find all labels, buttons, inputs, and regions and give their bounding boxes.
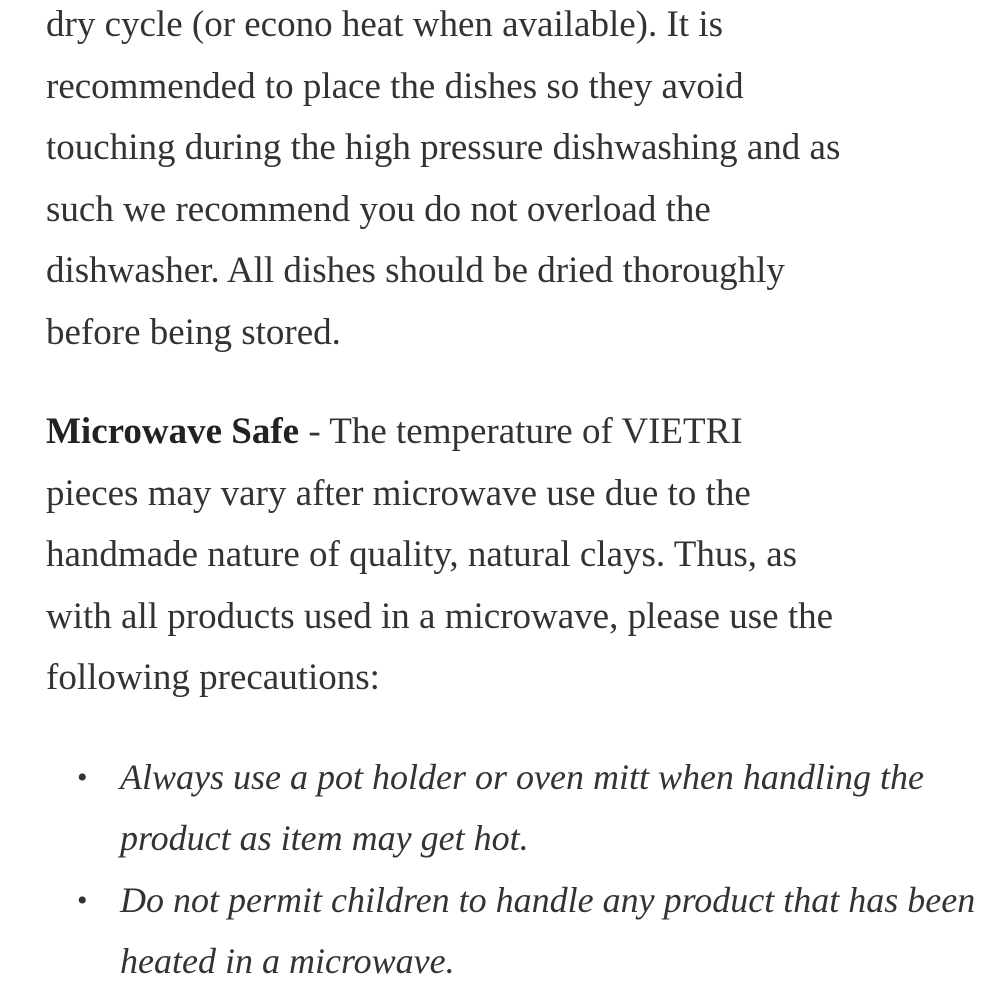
list-item bbox=[46, 747, 966, 870]
text-line: Always use a pot holder or oven mitt when handling the bbox=[120, 756, 924, 797]
text-line: following precautions: bbox=[46, 657, 380, 698]
heading-separator: - bbox=[299, 411, 330, 452]
bullet-icon: • bbox=[77, 760, 88, 794]
text-line: pieces may vary after microwave use due to the bbox=[46, 472, 751, 514]
text-line: heated in a microwave. bbox=[120, 941, 455, 981]
text-line: touching during the high pressure dishwashing and as bbox=[46, 127, 841, 168]
text-line: Do not permit children to handle any product that has been bbox=[120, 879, 976, 920]
text-line: dishwasher. All dishes should be dried thoroughly bbox=[46, 250, 785, 291]
text-line: such we recommend you do not overload the bbox=[46, 188, 711, 230]
text-line: dry cycle (or econo heat when available). It is bbox=[46, 4, 724, 45]
precautions-list bbox=[46, 747, 976, 993]
text-line: with all products used in a microwave, please use the bbox=[46, 595, 834, 637]
microwave-safe-heading: Microwave Safe bbox=[46, 411, 300, 452]
dishwasher-paragraph bbox=[46, 0, 966, 363]
microwave-paragraph bbox=[46, 401, 966, 709]
product-care-content bbox=[46, 0, 976, 993]
text-line: product as item may get hot. bbox=[120, 818, 529, 858]
text-line: handmade nature of quality, natural clays. Thus, as bbox=[46, 534, 798, 575]
text-line: recommended to place the dishes so they avoid bbox=[46, 65, 744, 107]
bullet-icon: • bbox=[77, 883, 88, 917]
text-line bbox=[46, 401, 966, 463]
list-item bbox=[46, 870, 976, 993]
text-line: before being stored. bbox=[46, 311, 341, 353]
microwave-first-line-text: The temperature of VIETRI bbox=[329, 411, 743, 452]
